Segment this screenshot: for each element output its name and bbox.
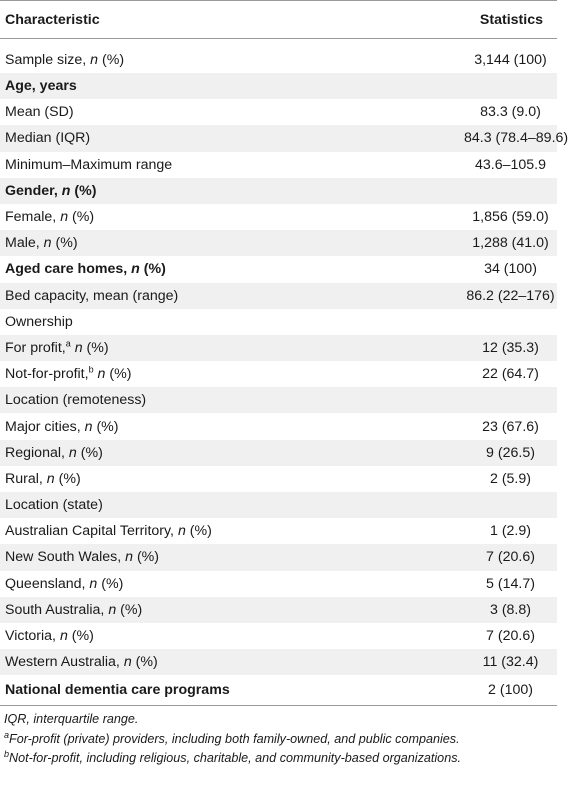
row-label xyxy=(0,649,370,675)
row-label-suffix: (%) xyxy=(185,523,212,540)
footnote-b-mark: b xyxy=(4,749,10,760)
row-label-text: Not-for-profit, xyxy=(5,366,89,383)
row-label-suffix: (%) xyxy=(68,209,95,226)
row-value: 11 (32.4) xyxy=(370,649,557,675)
row-label xyxy=(0,204,370,230)
row-label-text: Western Australia, xyxy=(5,654,124,671)
row-value: 1,856 (59.0) xyxy=(472,209,549,226)
row-label-italic: n xyxy=(97,366,106,383)
row-label-text: Location (remoteness) xyxy=(5,392,147,409)
table-row xyxy=(0,39,557,74)
row-label-italic: n xyxy=(123,654,132,671)
row-label-italic: n xyxy=(68,444,77,461)
row-label-text: Male, xyxy=(5,235,44,252)
table-row xyxy=(0,518,557,544)
row-value: 12 (35.3) xyxy=(370,335,557,361)
row-label-text: National dementia care programs xyxy=(5,682,230,699)
row-label-suffix: (%) xyxy=(116,601,143,618)
row-label xyxy=(0,230,370,256)
row-label-text: Australian Capital Territory, xyxy=(5,523,178,540)
row-value: 9 (26.5) xyxy=(370,440,557,466)
row-label-suffix: (%) xyxy=(51,235,78,252)
row-value xyxy=(370,492,557,518)
row-label-text: Ownership xyxy=(5,313,73,330)
row-value: 83.3 (9.0) xyxy=(480,104,541,121)
row-label-suffix: (%) xyxy=(67,628,94,645)
table-row xyxy=(0,125,557,151)
row-label xyxy=(0,387,370,413)
row-label-suffix: (%) xyxy=(76,444,103,461)
row-value xyxy=(370,178,557,204)
row-label-text: Queensland, xyxy=(5,575,90,592)
row-label xyxy=(0,361,370,387)
row-value: 23 (67.6) xyxy=(482,418,539,435)
row-label-footnote-mark: a xyxy=(65,338,71,349)
row-label-text: Sample size, xyxy=(5,52,91,68)
row-label-text: Major cities, xyxy=(5,418,85,435)
row-label xyxy=(0,335,370,361)
table-body xyxy=(0,39,568,706)
table-row xyxy=(0,387,557,413)
table-row xyxy=(0,230,557,256)
table-row xyxy=(0,361,557,387)
footnote-a-mark: a xyxy=(4,729,10,740)
table-row xyxy=(0,544,557,570)
row-value: 22 (64.7) xyxy=(482,366,539,383)
row-label-text: Minimum–Maximum range xyxy=(5,156,173,173)
row-value: 1 (2.9) xyxy=(489,523,531,540)
row-label-italic: n xyxy=(89,575,98,592)
header-statistics: Statistics xyxy=(370,1,557,39)
row-label-text: Female, xyxy=(5,209,61,226)
table-row xyxy=(0,152,557,178)
table-row xyxy=(0,283,557,309)
table-row xyxy=(0,623,557,649)
row-value: 86.2 (22–176) xyxy=(370,283,557,309)
row-label xyxy=(0,73,370,99)
footnote-b-text: Not-for-profit, including religious, charitable, and community-based organizations. xyxy=(9,751,461,766)
row-label-italic: n xyxy=(108,601,117,618)
table-row xyxy=(0,335,557,361)
row-label xyxy=(0,544,370,570)
row-label-suffix: (%) xyxy=(139,261,166,278)
row-label-text: Regional, xyxy=(5,444,69,461)
row-label xyxy=(0,256,370,282)
row-label-suffix: (%) xyxy=(82,339,109,356)
row-label-footnote-mark: b xyxy=(88,364,94,375)
row-label-suffix: (%) xyxy=(92,418,119,435)
row-value: 43.6–105.9 xyxy=(474,156,546,173)
row-value: 3,144 (100) xyxy=(474,52,547,68)
row-value: 1,288 (41.0) xyxy=(370,230,557,256)
table-row xyxy=(0,309,557,335)
row-label-text: South Australia, xyxy=(5,601,109,618)
row-label-text: Bed capacity, mean (range) xyxy=(5,287,179,304)
header-characteristic: Characteristic xyxy=(0,1,370,39)
row-label-suffix: (%) xyxy=(98,52,125,68)
table-row xyxy=(0,256,557,282)
row-label xyxy=(0,466,370,492)
row-label xyxy=(0,39,370,74)
row-value: 3 (8.8) xyxy=(370,597,557,623)
row-label xyxy=(0,413,370,439)
row-label-italic: n xyxy=(177,523,186,540)
row-label-suffix: (%) xyxy=(131,654,158,671)
table-row xyxy=(0,649,557,675)
footnote-iqr: IQR, interquartile range. xyxy=(4,712,139,727)
table-row xyxy=(0,413,557,439)
row-value xyxy=(370,73,557,99)
row-label-text: Rural, xyxy=(5,470,47,487)
row-value: 2 (100) xyxy=(370,675,557,706)
row-value: 34 (100) xyxy=(484,261,537,278)
row-label-italic: n xyxy=(125,549,134,566)
row-label xyxy=(0,99,370,125)
row-label-italic: n xyxy=(90,52,99,68)
row-label-suffix: (%) xyxy=(70,182,97,199)
row-value xyxy=(370,309,557,335)
table-row xyxy=(0,466,557,492)
row-label-italic: n xyxy=(60,209,69,226)
row-value: 7 (20.6) xyxy=(370,544,557,570)
row-label xyxy=(0,597,370,623)
row-label xyxy=(0,675,370,706)
row-label-text: Median (IQR) xyxy=(5,130,91,147)
table-row xyxy=(0,99,557,125)
table-row xyxy=(0,204,557,230)
row-label xyxy=(0,125,370,151)
footnote-b xyxy=(4,749,557,769)
row-label-italic: n xyxy=(59,628,68,645)
row-label-italic: n xyxy=(131,261,140,278)
row-value: 5 (14.7) xyxy=(486,575,535,592)
row-label-text: Aged care homes, xyxy=(5,261,132,278)
row-label xyxy=(0,309,370,335)
row-label-text: New South Wales, xyxy=(5,549,126,566)
row-label-suffix: (%) xyxy=(54,470,81,487)
row-label-italic: n xyxy=(61,182,71,199)
table-row xyxy=(0,597,557,623)
row-label-italic: n xyxy=(84,418,93,435)
table-row xyxy=(0,73,557,99)
row-label-italic: n xyxy=(43,235,52,252)
table-row xyxy=(0,675,557,706)
table-row xyxy=(0,178,557,204)
row-label-suffix: (%) xyxy=(133,549,160,566)
row-label-italic: n xyxy=(74,339,83,356)
table-footnotes xyxy=(0,706,557,769)
row-value: 7 (20.6) xyxy=(486,628,535,645)
row-label-text: Age, years xyxy=(5,78,77,95)
row-label xyxy=(0,623,370,649)
row-label xyxy=(0,440,370,466)
row-value xyxy=(370,387,557,413)
table-row xyxy=(0,492,557,518)
row-label-text: Gender, xyxy=(5,182,62,199)
row-label xyxy=(0,518,370,544)
row-label-text: Location (state) xyxy=(5,497,103,514)
row-label-italic: n xyxy=(46,470,55,487)
row-label-text: Victoria, xyxy=(5,628,60,645)
row-label-text: Mean (SD) xyxy=(5,104,74,121)
row-label xyxy=(0,283,370,309)
footnote-a-text: For-profit (private) providers, including both family-owned, and public companies. xyxy=(9,731,460,746)
row-label xyxy=(0,571,370,597)
row-label-suffix: (%) xyxy=(97,575,124,592)
row-label xyxy=(0,492,370,518)
row-value: 2 (5.9) xyxy=(489,470,531,487)
table-row xyxy=(0,571,557,597)
row-label xyxy=(0,152,370,178)
row-label xyxy=(0,178,370,204)
table-row xyxy=(0,440,557,466)
row-label-text: For profit, xyxy=(5,339,66,356)
row-value: 84.3 (78.4–89.6) xyxy=(370,125,557,151)
row-label-suffix: (%) xyxy=(105,366,132,383)
footnote-a xyxy=(4,730,557,750)
table-header-row xyxy=(0,1,557,39)
